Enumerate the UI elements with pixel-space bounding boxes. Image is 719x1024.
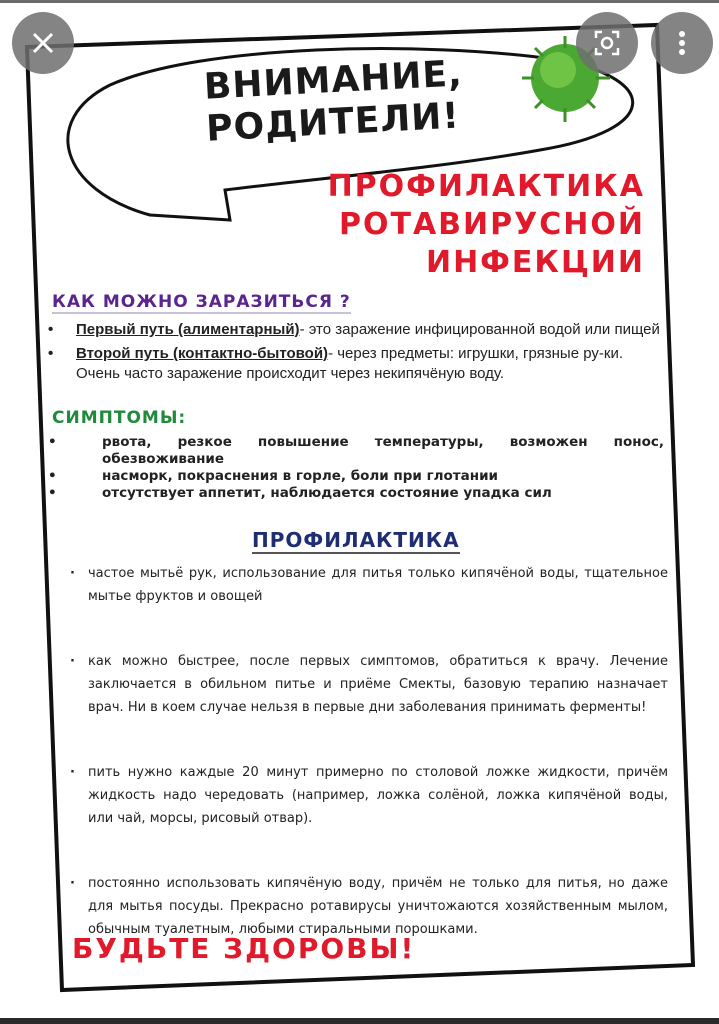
- lens-button[interactable]: [576, 12, 638, 74]
- how-heading: КАК МОЖНО ЗАРАЗИТЬСЯ ?: [52, 292, 351, 312]
- headline: [203, 53, 466, 150]
- close-icon: [30, 30, 56, 56]
- headline-line: ВНИМАНИЕ,: [202, 53, 464, 108]
- bottom-bar: [0, 1018, 719, 1024]
- how-list: [42, 320, 662, 388]
- symptoms-heading: СИМПТОМЫ:: [52, 408, 187, 428]
- more-vertical-icon: [678, 30, 686, 56]
- list-item: • Второй путь (контактно-бытовой)- через предметы: игрушки, грязные ру-ки. Очень часто заражение происходит через некипячёную воду.: [42, 344, 662, 384]
- list-item: • отсутствует аппетит, наблюдается состояние упадка сил: [42, 485, 664, 502]
- title-line: ПРОФИЛАКТИКА: [327, 169, 645, 204]
- list-item: · как можно быстрее, после первых симптомов, обратиться к врачу. Лечение заключается в обильном питье и приёме Смекты, базовую терапию назначает врач. Ни в коем случае нельзя в первые дни заболевания принимать ферменты!: [70, 650, 668, 719]
- list-item: • насморк, покраснения в горле, боли при глотании: [42, 468, 664, 485]
- list-item: • Первый путь (алиментарный)- это заражение инфицированной водой или пищей: [42, 320, 662, 340]
- prevention-heading: ПРОФИЛАКТИКА: [252, 528, 460, 552]
- footer-slogan: БУДЬТЕ ЗДОРОВЫ!: [72, 932, 416, 965]
- more-options-button[interactable]: [651, 12, 713, 74]
- title-line: РОТАВИРУСНОЙ: [339, 207, 645, 242]
- list-item: · постоянно использовать кипячёную воду, причём не только для питья, но даже для мытья посуды. Прекрасно ротавирусы уничтожаются хозяйственным мылом, обычным туалетным, любыми стиральными порошками.: [70, 872, 668, 941]
- list-item: · пить нужно каждые 20 минут примерно по столовой ложке жидкости, причём жидкость надо чередовать (например, ложка солёной, ложка кипячёной воды, или чай, морсы, рисовый отвар).: [70, 761, 668, 830]
- headline-line: РОДИТЕЛИ!: [205, 95, 461, 150]
- list-item: · частое мытьё рук, использование для питья только кипячёной воды, тщательное мытье фруктов и овощей: [70, 562, 668, 608]
- symptoms-list: [42, 434, 664, 502]
- poster-title: [328, 168, 645, 282]
- prevention-list: [70, 562, 668, 941]
- list-item: • рвота, резкое повышение температуры, возможен понос, обезвоживание: [42, 434, 664, 468]
- title-line: ИНФЕКЦИИ: [425, 245, 645, 280]
- close-button[interactable]: [12, 12, 74, 74]
- lens-icon: [593, 29, 621, 57]
